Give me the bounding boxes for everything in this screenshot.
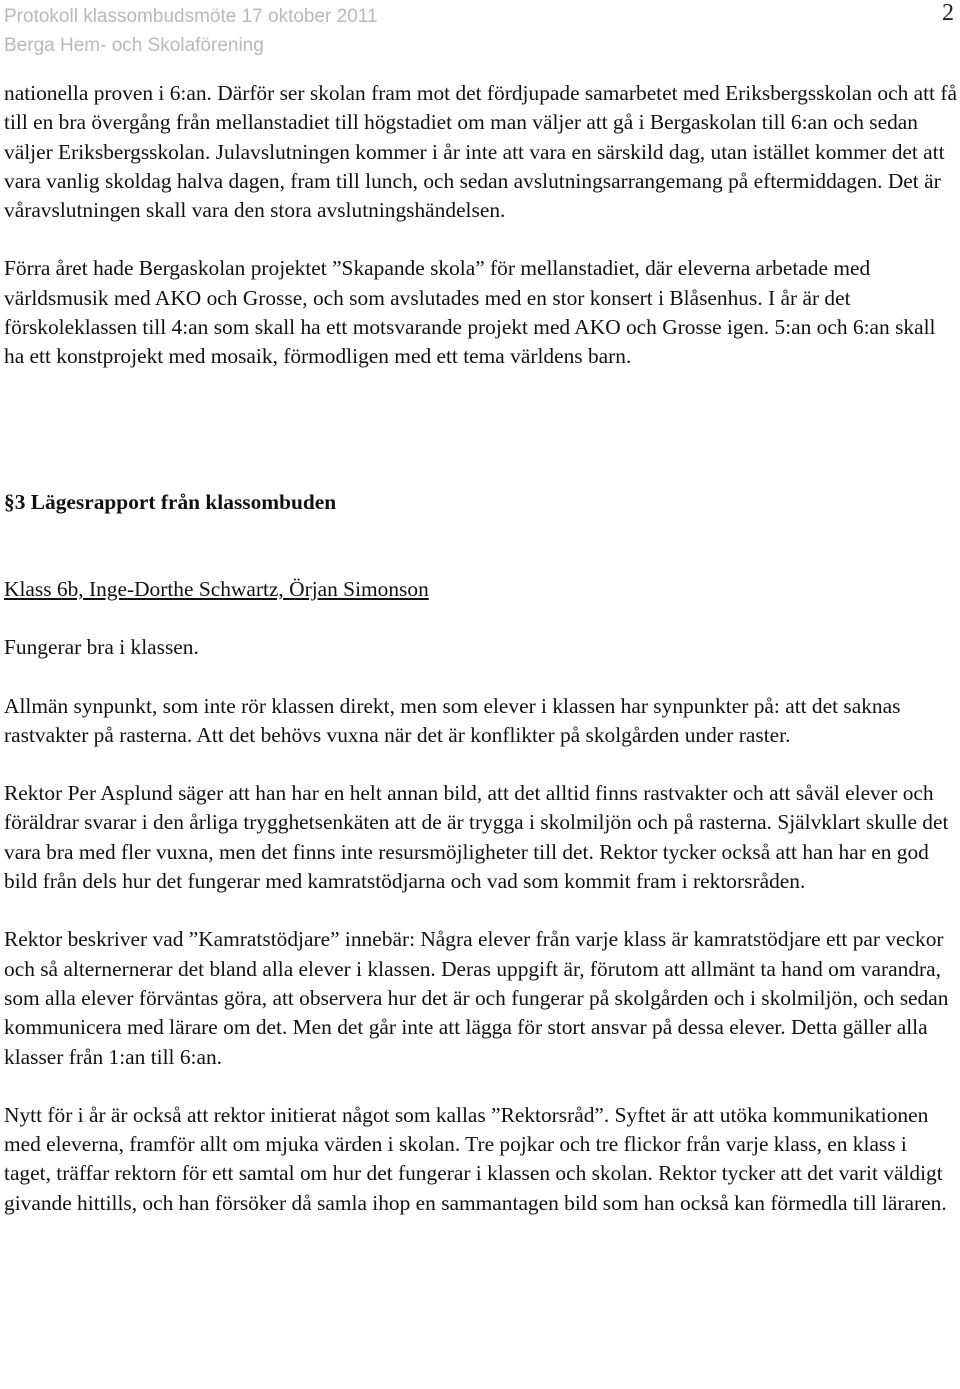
- paragraph-transition: nationella proven i 6:an. Därför ser skolan fram mot det fördjupade samarbetet med Eriksbergsskolan och att få till en bra övergång från mellanstadiet till högstadiet om man väljer att gå i Bergaskolan till 6:an och sedan väljer Eriksbergsskolan. Julavslutningen kommer i år inte att vara en särskild dag, utan istället kommer det att vara vanlig skoldag halva dagen, fram till lunch, och sedan avslutningsarrangemang på eftermiddagen. Det är våravslutningen skall vara den stora avslutningshändelsen.: [4, 81, 957, 223]
- page-number: 2: [942, 0, 954, 26]
- paragraph-kamratstodjare: Rektor beskriver vad ”Kamratstödjare” innebär: Några elever från varje klass är kamratstödjare ett par veckor och så alternernerar det bland alla elever i klassen. Deras uppgift är, förutom att allmänt ta hand om varandra, som alla elever förväntas göra, att observera hur det är och fungerar på skolgården och i skolmiljön, och sedan kommunicera med lärare om det. Men det går inte att lägga för stort ansvar på dessa elever. Detta gäller alla klasser från 1:an till 6:an.: [4, 927, 949, 1069]
- paragraph-skapande-skola: Förra året hade Bergaskolan projektet ”Skapande skola” för mellanstadiet, där eleverna arbetade med världsmusik med AKO och Grosse, och som avslutades med en stor konsert i Blåsenhus. I år är det förskoleklassen till 4:an som skall ha ett motsvarande projekt med AKO och Grosse igen. 5:an och 6:an skall ha ett konstprojekt med mosaik, förmodligen med ett tema världens barn.: [4, 256, 936, 369]
- paragraph-rektor-response: Rektor Per Asplund säger att han har en helt annan bild, att det alltid finns rastvakter och att såväl elever och föräldrar svarar i den årliga trygghetsenkäten att de är trygga i skolmiljön och på rasterna. Självklart skulle det vara bra med fler vuxna, men det finns inte resursmöjligheter till det. Rektor tycker också att han har en god bild från dels hur det fungerar med kamratstödjarna och vad som kommit fram i rektorsråden.: [4, 781, 949, 894]
- header-organization: Berga Hem- och Skolaförening: [4, 35, 264, 56]
- header-title: Protokoll klassombudsmöte 17 oktober 2011: [4, 6, 378, 27]
- document-body: [4, 79, 958, 1218]
- paragraph-rastvakter: Allmän synpunkt, som inte rör klassen direkt, men som elever i klassen har synpunkter på: att det saknas rastvakter på rasterna. Att det behövs vuxna när det är konflikter på skolgården under raster.: [4, 693, 901, 747]
- section-heading: §3 Lägesrapport från klassombuden: [4, 489, 337, 514]
- page-header: [4, 2, 378, 60]
- paragraph-rektorsrad: Nytt för i år är också att rektor initierat något som kallas ”Rektorsråd”. Syftet är att utöka kommunikationen med eleverna, framför allt om mjuka värden i skolan. Tre pojkar och tre flickor från varje klass, en klass i taget, träffar rektorn för ett samtal om hur det fungerar i klassen och skolan. Rektor tycker att det varit väldigt givande hittills, och han försöker då samla ihop en sammantagen bild som han också kan förmedla till läraren.: [4, 1102, 947, 1215]
- class-subheading: Klass 6b, Inge-Dorthe Schwartz, Örjan Simonson: [4, 576, 429, 601]
- paragraph-class-status: Fungerar bra i klassen.: [4, 635, 199, 660]
